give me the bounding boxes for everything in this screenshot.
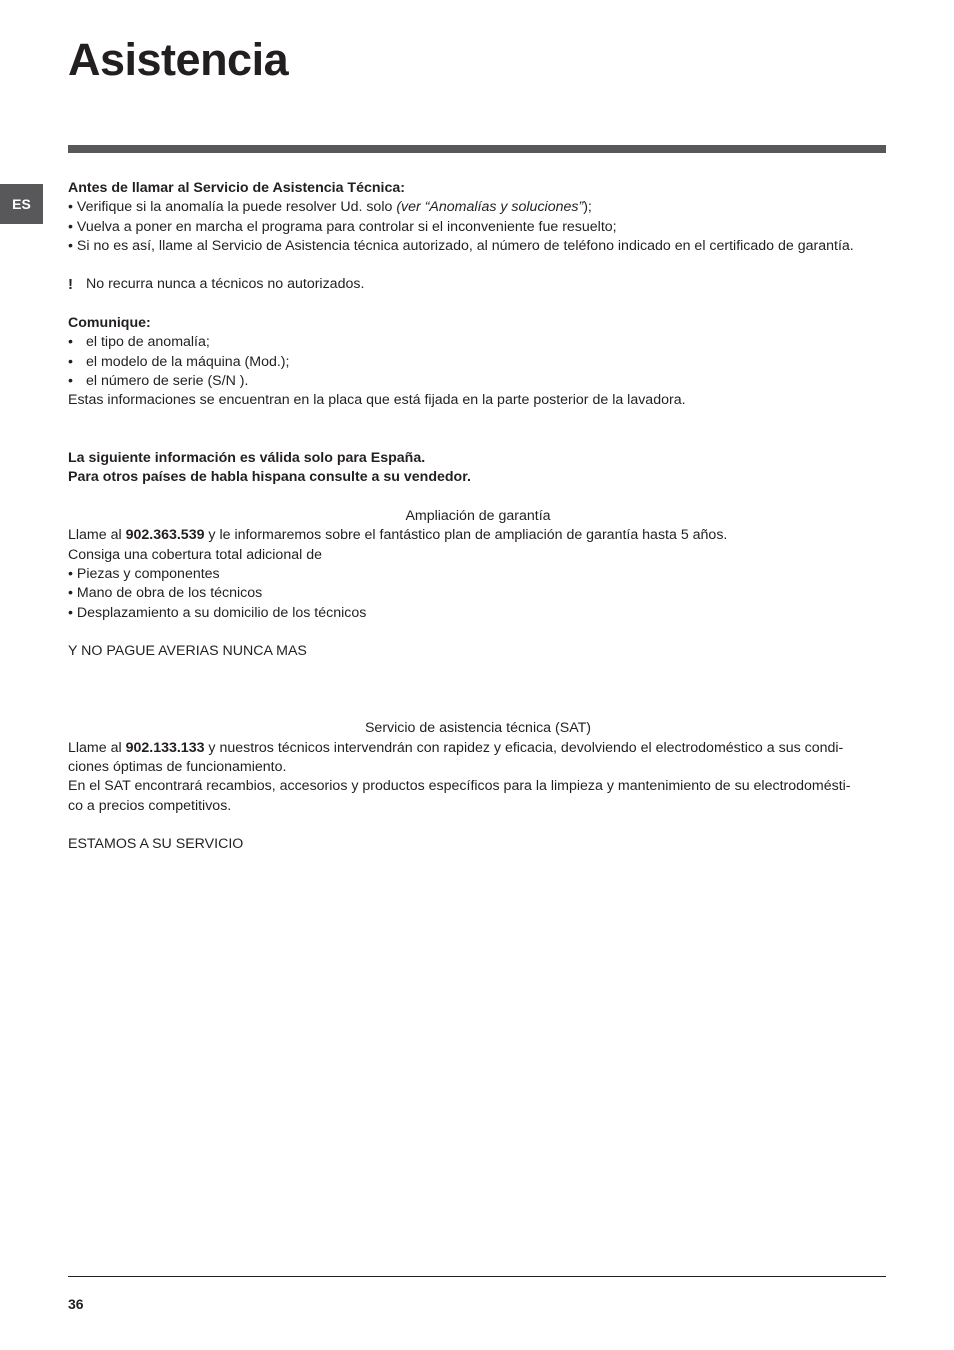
sat-phone: 902.133.133: [125, 739, 205, 756]
warranty-section: [68, 507, 888, 661]
before-call-item-1-text: • Verifique si la anomalía la puede resolver Ud. solo: [68, 199, 397, 216]
list-item: • Piezas y componentes: [68, 565, 220, 582]
spain-notice: [68, 449, 888, 488]
warranty-call-prefix: Llame al: [68, 527, 126, 544]
page-title: Asistencia: [68, 34, 289, 85]
list-item-text: el número de serie (S/N ).: [86, 372, 249, 389]
warranty-phone: 902.363.539: [125, 527, 205, 544]
warning-icon: !: [68, 276, 73, 294]
bullet: •: [68, 334, 73, 351]
communicate-note: Estas informaciones se encuentran en la placa que está fijada en la parte posterior de la lavadora.: [68, 392, 686, 409]
bullet: •: [68, 372, 73, 389]
warning-note: [68, 275, 888, 294]
warranty-heading: Ampliación de garantía: [405, 508, 551, 525]
spain-notice-line-2: Para otros países de habla hispana consulte a su vendedor.: [68, 469, 471, 486]
warranty-call: [68, 526, 888, 545]
footer-divider: [68, 1276, 886, 1277]
list-item: [68, 333, 888, 352]
bullet: •: [68, 353, 73, 370]
list-item: [68, 353, 888, 372]
warranty-coverage-intro: Consiga una cobertura total adicional de: [68, 546, 322, 563]
warning-text: No recurra nunca a técnicos no autorizados.: [86, 276, 365, 293]
list-item: • Desplazamiento a su domicilio de los técnicos: [68, 604, 367, 621]
sat-section: [68, 719, 888, 854]
spain-notice-line-1: La siguiente información es válida solo para España.: [68, 450, 426, 467]
before-call-section: [68, 179, 888, 256]
before-call-heading: Antes de llamar al Servicio de Asistencia Técnica:: [68, 180, 405, 196]
communicate-section: [68, 314, 888, 410]
communicate-heading: Comunique:: [68, 315, 151, 332]
sat-call-prefix: Llame al: [68, 739, 126, 756]
before-call-item-1: [68, 198, 888, 217]
sat-call-suffix: y nuestros técnicos intervendrán con rapidez y eficacia, devolviendo el electrodoméstico a sus condi-: [204, 739, 844, 756]
list-item: • Mano de obra de los técnicos: [68, 585, 263, 602]
before-call-item-3: • Si no es así, llame al Servicio de Asistencia técnica autorizado, al número de teléfono indicado en el certificado de garantía.: [68, 237, 854, 254]
sat-parts-line-2: co a precios competitivos.: [68, 797, 232, 814]
language-tab: ES: [0, 184, 43, 224]
page-number: 36: [68, 1296, 84, 1312]
sat-parts-line-1: En el SAT encontrará recambios, accesorios y productos específicos para la limpieza y mantenimiento de su electrodomésti-: [68, 778, 851, 795]
sat-call-line-2: ciones óptimas de funcionamiento.: [68, 758, 287, 775]
title-divider: [68, 145, 886, 153]
sat-slogan: ESTAMOS A SU SERVICIO: [68, 836, 244, 853]
page-content: [68, 179, 888, 854]
sat-call-line-1: [68, 739, 888, 758]
list-item-text: el tipo de anomalía;: [86, 334, 210, 351]
warranty-slogan: Y NO PAGUE AVERIAS NUNCA MAS: [68, 643, 307, 660]
before-call-item-1-end: );: [583, 199, 592, 216]
list-item-text: el modelo de la máquina (Mod.);: [86, 353, 290, 370]
sat-heading: Servicio de asistencia técnica (SAT): [364, 720, 592, 737]
troubleshooting-reference: (ver “Anomalías y soluciones”: [396, 199, 584, 216]
warranty-call-suffix: y le informaremos sobre el fantástico plan de ampliación de garantía hasta 5 años.: [204, 527, 728, 544]
list-item: [68, 372, 888, 391]
before-call-item-2: • Vuelva a poner en marcha el programa para controlar si el inconveniente fue resuelto;: [68, 218, 617, 235]
